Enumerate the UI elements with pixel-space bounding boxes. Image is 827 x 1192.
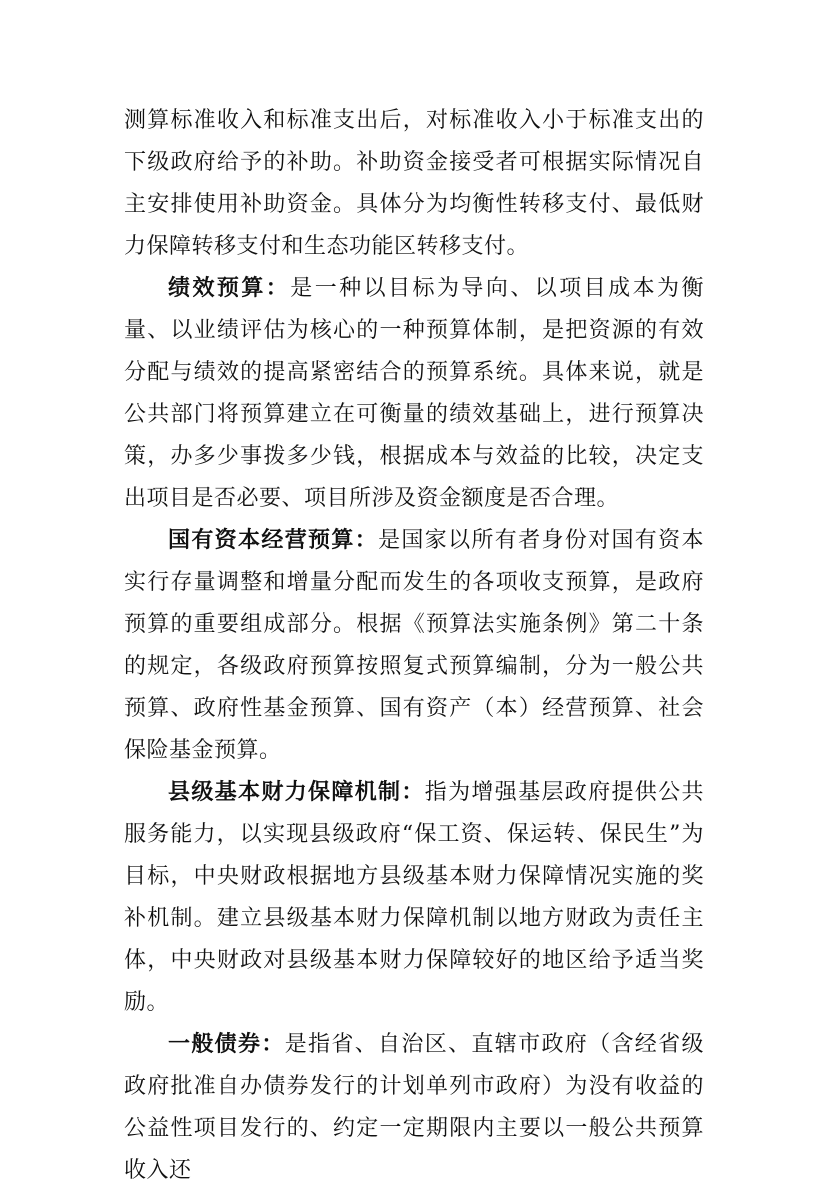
paragraph-text: 测算标准收入和标准支出后，对标准收入小于标准支出的下级政府给予的补助。补助资金接受者可根据实际情况自主安排使用补助资金。具体分为均衡性转移支付、最低财力保障转移支付和生态功能区转移支付。 [124,108,704,259]
paragraph-state-capital-budget [124,520,704,772]
term-general-bonds: 一般债券： [168,1032,285,1057]
paragraph-performance-budget [124,268,704,520]
term-performance-budget: 绩效预算： [168,276,291,301]
term-state-capital-budget: 国有资本经营预算： [168,528,379,553]
paragraph-text: 是指省、自治区、直辖市政府（含经省级政府批准自办债券发行的计划单列市政府）为没有收益的公益性项目发行的、约定一定期限内主要以一般公共预算收入还 [124,1032,704,1183]
paragraph-transfer-payment-continued [124,100,704,268]
paragraph-county-financial-guarantee [124,772,704,1024]
paragraph-text: 是一种以目标为导向、以项目成本为衡量、以业绩评估为核心的一种预算体制，是把资源的有效分配与绩效的提高紧密结合的预算系统。具体来说，就是公共部门将预算建立在可衡量的绩效基础上，进行预算决策，办多少事拨多少钱，根据成本与效益的比较，决定支出项目是否必要、项目所涉及资金额度是否合理。 [124,276,704,511]
paragraph-text: 指为增强基层政府提供公共服务能力，以实现县级政府“保工资、保运转、保民生”为目标，中央财政根据地方县级基本财力保障情况实施的奖补机制。建立县级基本财力保障机制以地方财政为责任主体，中央财政对县级基本财力保障较好的地区给予适当奖励。 [124,780,704,1015]
paragraph-text: 是国家以所有者身份对国有资本实行存量调整和增量分配而发生的各项收支预算，是政府预算的重要组成部分。根据《预算法实施条例》第二十条的规定，各级政府预算按照复式预算编制，分为一般公共预算、政府性基金预算、国有资产（本）经营预算、社会保险基金预算。 [124,528,704,763]
document-body [124,100,704,1192]
paragraph-general-bonds [124,1024,704,1192]
term-county-financial-guarantee: 县级基本财力保障机制： [168,780,425,805]
